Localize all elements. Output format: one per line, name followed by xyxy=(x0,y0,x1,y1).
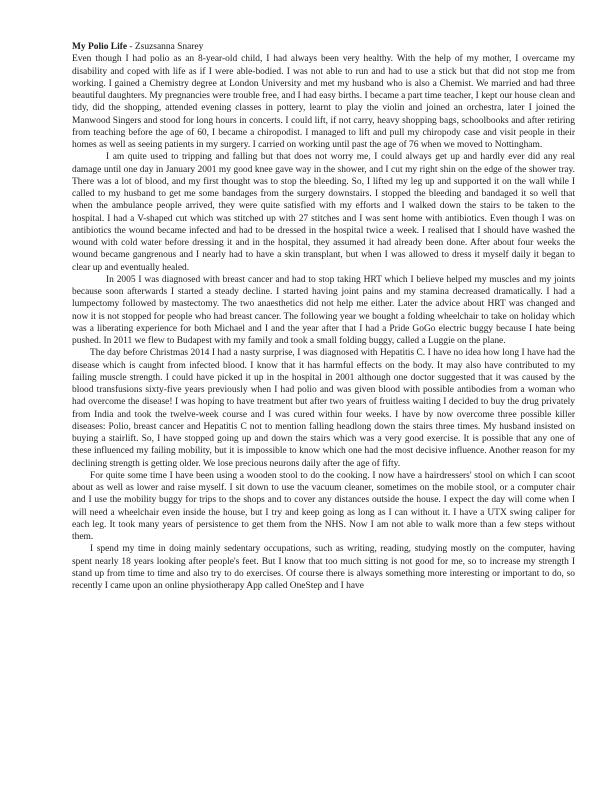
paragraph-5: For quite some time I have been using a wooden stool to do the cooking. I now have a hairdressers' stool on which I can scoot about as well as lower and raise myself. I sit down to use the vacuum cleaner, sometimes on the mobile stool, or a computer chair and I use the mobility buggy for trips to the shops and to cover any distances outside the house. I expect the day will come when I will need a wheelchair even inside the house, but I try and keep going as long as I can without it. I have a UTX swing caliper for each leg. It took many years of persistence to get them from the NHS. Now I am not able to walk more than a few steps without them. xyxy=(72,470,575,542)
paragraph-3: In 2005 I was diagnosed with breast cancer and had to stop taking HRT which I believe helped my muscles and my joints because soon afterwards I started a steady decline. I started having joint pains and my stamina decreased dramatically. I had a lumpectomy followed by mastectomy. The two anaesthetics did not help me either. Later the advice about HRT was changed and now it is not stopped for people who had breast cancer. The following year we bought a folding wheelchair to take on holiday which was a liberating experience for both Michael and I and the year after that I had a Pride GoGo electric buggy because I hate being pushed. In 2011 we flew to Budapest with my family and took a small folding buggy, called a Luggie on the plane. xyxy=(72,274,575,346)
title-author: Zsuzsanna Snarey xyxy=(134,42,204,52)
paragraph-2: I am quite used to tripping and falling but that does not worry me, I could always get up and hardly ever did any real damage until one day in January 2001 my good knee gave way in the shower, and I cut my right shin on the edge of the shower tray. There was a lot of blood, and my first thought was to stop the bleeding. So, I lifted my leg up and supported it on the wall while I called to my husband to get me some bandages from the surgery downstairs. I stopped the bleeding and bandaged it so well that when the ambulance people arrived, they were quite satisfied with my efforts and I walked down the stairs to be taken to the hospital. I had a V-shaped cut which was stitched up with 27 stitches and I was sent home with antibiotics. Even though I was on antibiotics the wound became infected and had to be dressed in the hospital twice a week. I realised that I should have washed the wound with cold water before dressing it and in the hospital, they assumed it had already been done. After about four weeks the wound became gangrenous and I nearly had to have a skin transplant, but when I was allowed to dress it myself daily it began to clear up and eventually healed. xyxy=(72,152,575,273)
document-page xyxy=(72,41,575,592)
paragraph-6: I spend my time in doing mainly sedentary occupations, such as writing, reading, studying mostly on the computer, having spent nearly 18 years looking after people's feet. But I know that too much sitting is not good for me, so to increase my strength I stand up from time to time and also try to do exercises. Of course there is always something more interesting or important to do, so recently I came upon an online physiotherapy App called OneStep and I have xyxy=(72,544,575,591)
document-title xyxy=(72,41,575,53)
paragraph-4: The day before Christmas 2014 I had a nasty surprise, I was diagnosed with Hepatitis C. I have no idea how long I have had the disease which is caught from infected blood. I know that it has harmful effects on the body. It may also have contributed to my failing muscle strength. I could have picked it up in the hospital in 2001 although one doctor suggested that it was caused by the blood transfusions sixty-five years previously when I had polio and was given blood with possible antibodies from a woman who had overcome the disease! I was hoping to have treatment but after two years of fruitless waiting I decided to buy the drug privately from India and took the twelve-week course and I was cured within four weeks. I have by now overcome three possible killer diseases: Polio, breast cancer and Hepatitis C not to mention falling headlong down the stairs three times. My husband insisted on buying a stairlift. So, I have stopped going up and down the stairs which was a very good exercise. It is possible that any one of these influenced my failing mobility, but it is impossible to know which one had the most decisive influence. Another reason for my declining strength is getting older. We lose precious neurons daily after the age of fifty. xyxy=(72,348,575,469)
title-separator: - xyxy=(127,42,135,52)
title-heading: My Polio Life xyxy=(72,42,128,52)
paragraph-1: Even though I had polio as an 8-year-old child, I had always been very healthy. With the help of my mother, I overcame my disability and coped with life as if I were able-bodied. I was not able to run and had to use a stick but that did not stop me from working. I gained a Chemistry degree at London University and met my husband who is also a Chemist. We married and had three beautiful daughters. My pregnancies were trouble free, and I had easy births. I became a part time teacher, I kept our house clean and tidy, did the shopping, attended evening classes in pottery, learnt to play the violin and joined an orchestra, later I joined the Manwood Singers and stood for long hours in concerts. I could lift, if not carry, heavy shopping bags, schoolbooks and after retiring from teaching before the age of 60, I became a chiropodist. I managed to lift and pull my chiropody case and visit people in their homes as well as seeing patients in my surgery. I carried on working until past the age of 76 when we moved to Nottingham. xyxy=(72,54,575,150)
